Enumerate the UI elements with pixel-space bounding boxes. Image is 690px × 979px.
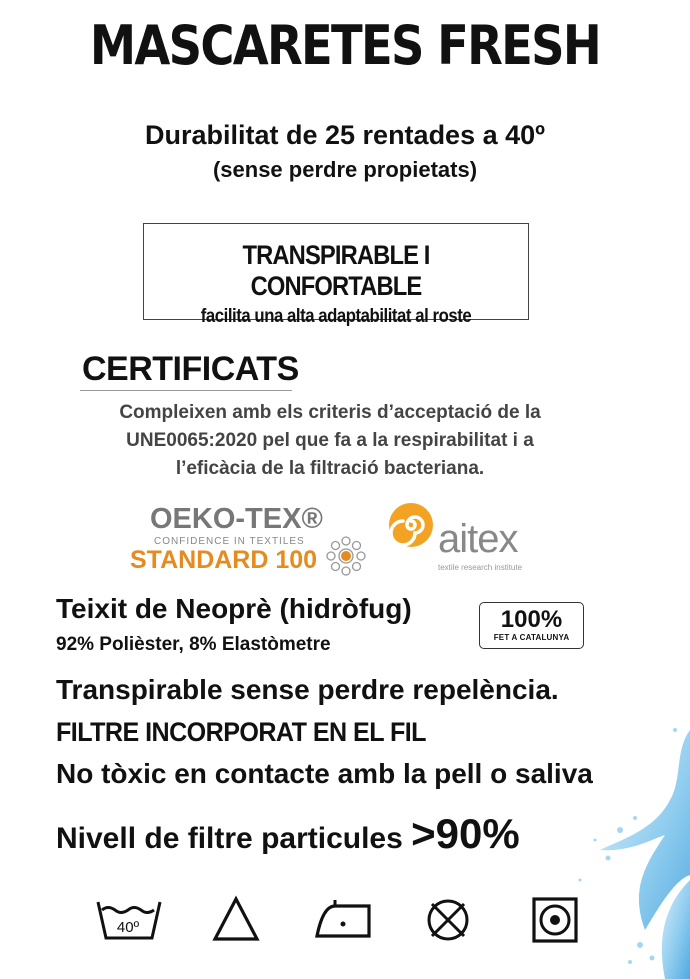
oeko-tex-standard: STANDARD 100 (130, 546, 318, 574)
filter-level (56, 810, 520, 858)
feature-line: FILTRE INCORPORAT EN EL FIL (56, 717, 426, 747)
filter-level-label: Nivell de filtre particules (56, 822, 403, 855)
wash-40-icon (94, 894, 164, 944)
filter-level-value: >90% (411, 810, 520, 857)
made-in-catalonia-badge (479, 602, 584, 649)
oeko-tex-name: OEKO-TEX® (150, 503, 323, 535)
feature-box (143, 223, 529, 327)
certificates-underline (80, 390, 292, 391)
feature-box-title: TRANSPIRABLE I CONFORTABLE (242, 240, 430, 301)
wash-temp-label: 40º (116, 919, 140, 936)
aitex-tagline: textile research institute (438, 563, 523, 572)
tumble-dry-icon (530, 894, 580, 944)
bleach-triangle-icon (211, 894, 261, 944)
certificates-text (60, 399, 600, 483)
certificates-line: l’eficàcia de la filtració bacteriana. (175, 458, 485, 479)
page-title: MASCARETES FRESH (89, 14, 601, 77)
oeko-tex-flower-icon (323, 533, 369, 579)
certificates-heading: CERTIFICATS (82, 350, 299, 388)
water-splash-image (470, 690, 690, 979)
certificates-line: UNE0065:2020 pel que fa a la respirabilitat i a (126, 430, 534, 451)
fabric-heading: Teixit de Neoprè (hidròfug) (56, 593, 412, 624)
feature-box-subtitle: facilita una alta adaptabilitat al roste (200, 306, 472, 327)
oeko-tex-tagline: CONFIDENCE IN TEXTILES (154, 536, 305, 547)
badge-label: FET A CATALUNYA (493, 633, 570, 642)
aitex-logo (386, 500, 566, 580)
fabric-composition: 92% Polièster, 8% Elastòmetre (56, 634, 331, 655)
feature-line: No tòxic en contacte amb la pell o saliva (56, 758, 593, 789)
badge-percent: 100% (500, 606, 563, 633)
feature-line: Transpirable sense perdre repelència. (56, 674, 559, 705)
no-tumble-dry-icon (424, 894, 472, 944)
iron-low-icon (313, 894, 373, 944)
aitex-spiral-icon (386, 500, 436, 550)
aitex-name: aitex (438, 517, 518, 561)
certificates-line: Compleixen amb els criteris d’acceptació de la (119, 402, 541, 423)
durability-text: Durabilitat de 25 rentades a 40º (144, 120, 546, 150)
durability-note: (sense perdre propietats) (212, 157, 478, 182)
